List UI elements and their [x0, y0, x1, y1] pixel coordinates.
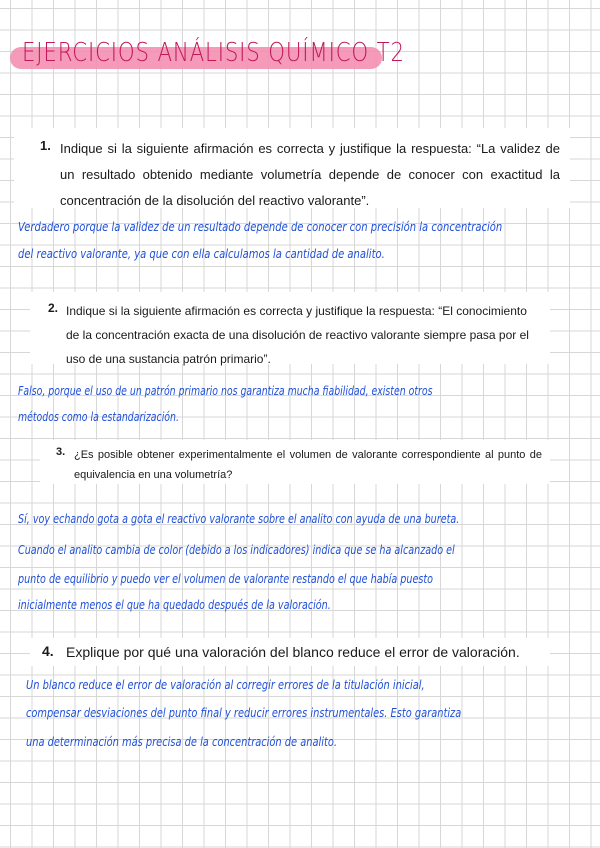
- answer-3-line-4: inicialmente menos el que ha quedado después de la valoración.: [18, 598, 331, 612]
- answer-3-line-1: Sí, voy echando gota a gota el reactivo valorante sobre el analito con ayuda de una bureta.: [18, 512, 460, 526]
- answer-1-line-1: Verdadero porque la validez de un resultado depende de conocer con precisión la concentración: [18, 219, 503, 234]
- question-4-text: Explique por qué una valoración del blanco reduce el error de valoración.: [66, 644, 520, 660]
- question-3-text: ¿Es posible obtener experimentalmente el volumen de valorante correspondiente al punto de equivalencia en una volumetría?: [74, 449, 542, 481]
- question-1-number: 1.: [40, 138, 51, 153]
- answer-3-line-2: Cuando el analito cambia de color (debido a los indicadores) indica que se ha alcanzado el: [18, 543, 455, 557]
- answer-2-line-2: métodos como la estandarización.: [18, 410, 179, 424]
- question-4-box: [30, 638, 550, 666]
- question-2-box: [30, 292, 550, 364]
- answer-4-line-2: compensar desviaciones del punto final y reducir errores instrumentales. Esto garantiza: [26, 706, 462, 720]
- question-3-box: [40, 440, 550, 484]
- page-title: EJERCICIOS ANÁLISIS QUÍMICO T2: [22, 38, 405, 68]
- answer-1-line-2: del reactivo valorante, ya que con ella calculamos la cantidad de analito.: [18, 246, 385, 261]
- question-2-text: Indique si la siguiente afirmación es correcta y justifique la respuesta: “El conocimiento de la concentración exacta de una disolución de reactivo valorante siempre pasa por el uso de una sustancia patrón primario”.: [66, 304, 529, 366]
- answer-4-line-1: Un blanco reduce el error de valoración al corregir errores de la titulación inicial,: [26, 678, 425, 692]
- answer-4-line-3: una determinación más precisa de la concentración de analito.: [26, 735, 337, 749]
- answer-2-line-1: Falso, porque el uso de un patrón primario nos garantiza mucha fiabilidad, existen otros: [18, 384, 433, 398]
- question-1-box: [14, 128, 570, 208]
- question-2-number: 2.: [48, 301, 59, 315]
- question-3-number: 3.: [56, 446, 66, 458]
- question-1-text: Indique si la siguiente afirmación es correcta y justifique la respuesta: “La validez de un resultado obtenido mediante volumetría depende de conocer con exactitud la concentración de la disolución del reactivo valorante”.: [60, 141, 560, 208]
- question-4-number: 4.: [42, 643, 54, 659]
- answer-3-line-3: punto de equilibrio y puedo ver el volumen de valorante restando el que había puesto: [18, 572, 434, 586]
